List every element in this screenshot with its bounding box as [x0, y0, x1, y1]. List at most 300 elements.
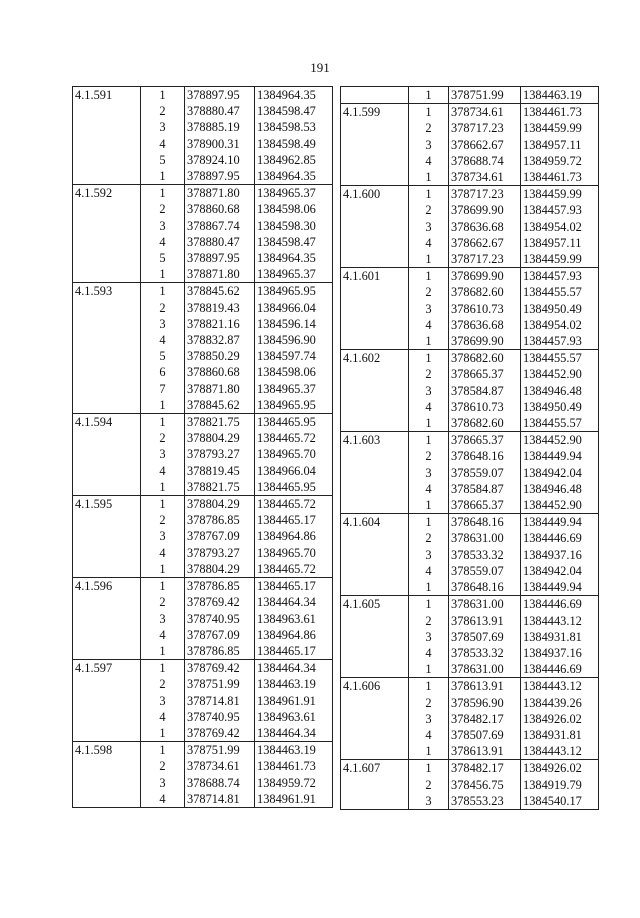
y-coordinate-cell: 1384452.90 — [521, 366, 599, 382]
y-coordinate-cell: 1384461.73 — [521, 104, 599, 121]
y-coordinate-cell: 1384964.86 — [255, 528, 333, 544]
section-number-cell — [73, 758, 141, 774]
section-number-cell — [341, 333, 409, 350]
point-number-cell: 3 — [141, 693, 185, 709]
x-coordinate-cell: 378819.43 — [185, 300, 255, 316]
point-number-cell: 2 — [141, 430, 185, 446]
table-row — [341, 613, 599, 629]
point-number-cell: 3 — [141, 775, 185, 791]
section-number-cell: 4.1.592 — [73, 185, 141, 202]
y-coordinate-cell: 1384964.86 — [255, 627, 333, 643]
table-row — [73, 758, 333, 774]
table-row — [73, 87, 333, 104]
y-coordinate-cell: 1384465.95 — [255, 414, 333, 431]
table-row — [341, 596, 599, 613]
table-row — [341, 711, 599, 727]
section-number-cell — [73, 627, 141, 643]
x-coordinate-cell: 378786.85 — [185, 643, 255, 660]
section-number-cell — [341, 120, 409, 136]
section-number-cell — [341, 465, 409, 481]
table-row — [341, 743, 599, 760]
y-coordinate-cell: 1384946.48 — [521, 481, 599, 497]
x-coordinate-cell: 378662.67 — [449, 137, 521, 153]
y-coordinate-cell: 1384464.34 — [255, 725, 333, 742]
x-coordinate-cell: 378767.09 — [185, 528, 255, 544]
point-number-cell: 1 — [409, 514, 449, 531]
section-number-cell — [73, 545, 141, 561]
y-coordinate-cell: 1384963.61 — [255, 709, 333, 725]
point-number-cell: 2 — [409, 530, 449, 546]
y-coordinate-cell: 1384446.69 — [521, 661, 599, 678]
x-coordinate-cell: 378871.80 — [185, 266, 255, 283]
y-coordinate-cell: 1384931.81 — [521, 629, 599, 645]
point-number-cell: 1 — [409, 169, 449, 186]
point-number-cell: 3 — [141, 611, 185, 627]
table-row — [73, 561, 333, 578]
point-number-cell: 2 — [141, 676, 185, 692]
y-coordinate-cell: 1384926.02 — [521, 711, 599, 727]
x-coordinate-cell: 378714.81 — [185, 791, 255, 808]
section-number-cell — [341, 563, 409, 579]
point-number-cell: 1 — [141, 168, 185, 185]
point-number-cell: 3 — [409, 547, 449, 563]
table-row — [341, 415, 599, 432]
x-coordinate-cell: 378688.74 — [449, 153, 521, 169]
table-row — [341, 169, 599, 186]
x-coordinate-cell: 378867.74 — [185, 218, 255, 234]
x-coordinate-cell: 378507.69 — [449, 629, 521, 645]
section-number-cell — [341, 448, 409, 464]
table-row — [73, 168, 333, 185]
section-number-cell — [341, 399, 409, 415]
table-row — [73, 250, 333, 266]
section-number-cell — [73, 119, 141, 135]
y-coordinate-cell: 1384964.35 — [255, 250, 333, 266]
section-number-cell: 4.1.600 — [341, 186, 409, 203]
point-number-cell: 7 — [141, 381, 185, 397]
section-number-cell: 4.1.594 — [73, 414, 141, 431]
section-number-cell — [73, 430, 141, 446]
table-row — [341, 465, 599, 481]
x-coordinate-cell: 378699.90 — [449, 333, 521, 350]
y-coordinate-cell: 1384965.37 — [255, 381, 333, 397]
x-coordinate-cell: 378648.16 — [449, 514, 521, 531]
section-number-cell — [73, 676, 141, 692]
table-row — [73, 283, 333, 300]
section-number-cell — [73, 479, 141, 496]
table-row — [341, 432, 599, 449]
x-coordinate-cell: 378769.42 — [185, 660, 255, 677]
y-coordinate-cell: 1384954.02 — [521, 219, 599, 235]
table-row — [341, 678, 599, 695]
point-number-cell: 1 — [141, 185, 185, 202]
table-row — [73, 742, 333, 759]
table-row — [73, 709, 333, 725]
point-number-cell: 2 — [141, 758, 185, 774]
table-row — [341, 629, 599, 645]
point-number-cell: 1 — [409, 743, 449, 760]
table-row — [73, 430, 333, 446]
point-number-cell: 1 — [409, 104, 449, 121]
section-number-cell — [73, 561, 141, 578]
x-coordinate-cell: 378751.99 — [185, 742, 255, 759]
x-coordinate-cell: 378793.27 — [185, 545, 255, 561]
x-coordinate-cell: 378559.07 — [449, 563, 521, 579]
x-coordinate-cell: 378631.00 — [449, 596, 521, 613]
section-number-cell — [73, 348, 141, 364]
table-row — [73, 103, 333, 119]
table-row — [341, 301, 599, 317]
point-number-cell: 1 — [141, 87, 185, 104]
table-row — [341, 268, 599, 285]
x-coordinate-cell: 378821.16 — [185, 316, 255, 332]
section-number-cell — [341, 711, 409, 727]
section-number-cell — [73, 512, 141, 528]
x-coordinate-cell: 378793.27 — [185, 446, 255, 462]
x-coordinate-cell: 378751.99 — [185, 676, 255, 692]
table-row — [341, 137, 599, 153]
table-row — [73, 693, 333, 709]
section-number-cell — [341, 661, 409, 678]
section-number-cell — [341, 317, 409, 333]
table-row — [341, 153, 599, 169]
table-row — [341, 547, 599, 563]
section-number-cell: 4.1.607 — [341, 760, 409, 777]
point-number-cell: 2 — [141, 594, 185, 610]
x-coordinate-cell: 378769.42 — [185, 594, 255, 610]
section-number-cell — [341, 497, 409, 514]
point-number-cell: 1 — [409, 661, 449, 678]
point-number-cell: 1 — [141, 283, 185, 300]
y-coordinate-cell: 1384926.02 — [521, 760, 599, 777]
point-number-cell: 4 — [141, 234, 185, 250]
section-number-cell — [73, 201, 141, 217]
y-coordinate-cell: 1384919.79 — [521, 777, 599, 793]
y-coordinate-cell: 1384942.04 — [521, 563, 599, 579]
y-coordinate-cell: 1384465.17 — [255, 643, 333, 660]
x-coordinate-cell: 378533.32 — [449, 547, 521, 563]
x-coordinate-cell: 378699.90 — [449, 202, 521, 218]
point-number-cell: 1 — [409, 350, 449, 367]
x-coordinate-cell: 378636.68 — [449, 317, 521, 333]
y-coordinate-cell: 1384965.95 — [255, 283, 333, 300]
x-coordinate-cell: 378734.61 — [185, 758, 255, 774]
section-number-cell — [73, 725, 141, 742]
y-coordinate-cell: 1384965.95 — [255, 397, 333, 414]
x-coordinate-cell: 378456.75 — [449, 777, 521, 793]
page-number: 191 — [310, 60, 330, 75]
x-coordinate-cell: 378845.62 — [185, 283, 255, 300]
table-row — [73, 676, 333, 692]
section-number-cell — [341, 743, 409, 760]
x-coordinate-cell: 378804.29 — [185, 496, 255, 513]
section-number-cell — [341, 579, 409, 596]
point-number-cell: 4 — [409, 399, 449, 415]
section-number-cell: 4.1.598 — [73, 742, 141, 759]
y-coordinate-cell: 1384962.85 — [255, 152, 333, 168]
table-row — [73, 594, 333, 610]
point-number-cell: 3 — [409, 137, 449, 153]
table-row — [73, 300, 333, 316]
section-number-cell — [73, 332, 141, 348]
point-number-cell: 5 — [141, 152, 185, 168]
point-number-cell: 4 — [141, 709, 185, 725]
table-row — [341, 760, 599, 777]
x-coordinate-cell: 378559.07 — [449, 465, 521, 481]
table-row — [73, 348, 333, 364]
table-row — [73, 364, 333, 380]
x-coordinate-cell: 378821.75 — [185, 479, 255, 496]
x-coordinate-cell: 378636.68 — [449, 219, 521, 235]
y-coordinate-cell: 1384443.12 — [521, 678, 599, 695]
x-coordinate-cell: 378717.23 — [449, 186, 521, 203]
point-number-cell: 3 — [141, 119, 185, 135]
section-number-cell — [341, 251, 409, 268]
coordinates-table-left — [72, 86, 333, 808]
x-coordinate-cell: 378717.23 — [449, 120, 521, 136]
x-coordinate-cell: 378714.81 — [185, 693, 255, 709]
x-coordinate-cell: 378900.31 — [185, 136, 255, 152]
point-number-cell: 1 — [409, 497, 449, 514]
point-number-cell: 1 — [409, 268, 449, 285]
table-row — [73, 218, 333, 234]
x-coordinate-cell: 378832.87 — [185, 332, 255, 348]
section-number-cell — [341, 613, 409, 629]
y-coordinate-cell: 1384459.99 — [521, 251, 599, 268]
table-row — [341, 333, 599, 350]
y-coordinate-cell: 1384965.37 — [255, 266, 333, 283]
point-number-cell: 2 — [409, 695, 449, 711]
point-number-cell: 4 — [409, 153, 449, 169]
y-coordinate-cell: 1384965.37 — [255, 185, 333, 202]
point-number-cell: 3 — [141, 316, 185, 332]
section-number-cell — [341, 301, 409, 317]
table-row — [341, 383, 599, 399]
x-coordinate-cell: 378648.16 — [449, 448, 521, 464]
x-coordinate-cell: 378871.80 — [185, 185, 255, 202]
y-coordinate-cell: 1384455.57 — [521, 284, 599, 300]
table-row — [341, 186, 599, 203]
section-number-cell — [341, 727, 409, 743]
point-number-cell: 1 — [141, 742, 185, 759]
point-number-cell: 2 — [409, 284, 449, 300]
point-number-cell: 5 — [141, 250, 185, 266]
point-number-cell: 4 — [409, 235, 449, 251]
y-coordinate-cell: 1384598.49 — [255, 136, 333, 152]
y-coordinate-cell: 1384465.72 — [255, 430, 333, 446]
x-coordinate-cell: 378507.69 — [449, 727, 521, 743]
y-coordinate-cell: 1384449.94 — [521, 579, 599, 596]
x-coordinate-cell: 378665.37 — [449, 366, 521, 382]
y-coordinate-cell: 1384465.17 — [255, 578, 333, 595]
table-row — [341, 661, 599, 678]
section-number-cell — [73, 168, 141, 185]
section-number-cell — [73, 364, 141, 380]
section-number-cell: 4.1.599 — [341, 104, 409, 121]
table-row — [73, 479, 333, 496]
table-row — [73, 119, 333, 135]
x-coordinate-cell: 378482.17 — [449, 711, 521, 727]
table-row — [341, 350, 599, 367]
section-number-cell — [341, 383, 409, 399]
x-coordinate-cell: 378819.45 — [185, 463, 255, 479]
x-coordinate-cell: 378613.91 — [449, 678, 521, 695]
y-coordinate-cell: 1384954.02 — [521, 317, 599, 333]
y-coordinate-cell: 1384465.72 — [255, 496, 333, 513]
x-coordinate-cell: 378553.23 — [449, 793, 521, 810]
point-number-cell: 2 — [409, 613, 449, 629]
table-row — [73, 545, 333, 561]
y-coordinate-cell: 1384461.73 — [521, 169, 599, 186]
section-number-cell — [341, 87, 409, 104]
section-number-cell — [341, 153, 409, 169]
table-row — [73, 791, 333, 808]
x-coordinate-cell: 378482.17 — [449, 760, 521, 777]
y-coordinate-cell: 1384961.91 — [255, 693, 333, 709]
table-row — [73, 381, 333, 397]
section-number-cell — [341, 645, 409, 661]
table-row — [341, 695, 599, 711]
x-coordinate-cell: 378596.90 — [449, 695, 521, 711]
table-row — [73, 185, 333, 202]
y-coordinate-cell: 1384455.57 — [521, 415, 599, 432]
table-row — [73, 446, 333, 462]
x-coordinate-cell: 378631.00 — [449, 661, 521, 678]
y-coordinate-cell: 1384946.48 — [521, 383, 599, 399]
section-number-cell — [73, 300, 141, 316]
table-row — [341, 514, 599, 531]
section-number-cell — [341, 481, 409, 497]
x-coordinate-cell: 378665.37 — [449, 497, 521, 514]
point-number-cell: 4 — [141, 136, 185, 152]
x-coordinate-cell: 378734.61 — [449, 169, 521, 186]
table-row — [73, 627, 333, 643]
x-coordinate-cell: 378610.73 — [449, 399, 521, 415]
section-number-cell — [73, 152, 141, 168]
x-coordinate-cell: 378717.23 — [449, 251, 521, 268]
x-coordinate-cell: 378613.91 — [449, 613, 521, 629]
point-number-cell: 4 — [409, 645, 449, 661]
table-row — [73, 152, 333, 168]
table-row — [341, 284, 599, 300]
section-number-cell — [73, 316, 141, 332]
y-coordinate-cell: 1384957.11 — [521, 235, 599, 251]
section-number-cell — [73, 775, 141, 791]
x-coordinate-cell: 378821.75 — [185, 414, 255, 431]
x-coordinate-cell: 378804.29 — [185, 430, 255, 446]
point-number-cell: 3 — [409, 383, 449, 399]
point-number-cell: 1 — [141, 479, 185, 496]
y-coordinate-cell: 1384950.49 — [521, 399, 599, 415]
point-number-cell: 1 — [409, 596, 449, 613]
table-row — [341, 219, 599, 235]
table-row — [73, 578, 333, 595]
x-coordinate-cell: 378665.37 — [449, 432, 521, 449]
y-coordinate-cell: 1384942.04 — [521, 465, 599, 481]
section-number-cell: 4.1.603 — [341, 432, 409, 449]
section-number-cell — [73, 218, 141, 234]
section-number-cell — [73, 234, 141, 250]
y-coordinate-cell: 1384457.93 — [521, 202, 599, 218]
x-coordinate-cell: 378682.60 — [449, 415, 521, 432]
section-number-cell: 4.1.606 — [341, 678, 409, 695]
y-coordinate-cell: 1384966.04 — [255, 463, 333, 479]
point-number-cell: 2 — [141, 103, 185, 119]
point-number-cell: 3 — [141, 446, 185, 462]
point-number-cell: 1 — [141, 266, 185, 283]
x-coordinate-cell: 378682.60 — [449, 284, 521, 300]
y-coordinate-cell: 1384961.91 — [255, 791, 333, 808]
section-number-cell — [341, 284, 409, 300]
x-coordinate-cell: 378880.47 — [185, 103, 255, 119]
table-row — [73, 611, 333, 627]
point-number-cell: 1 — [409, 579, 449, 596]
point-number-cell: 1 — [409, 87, 449, 104]
x-coordinate-cell: 378610.73 — [449, 301, 521, 317]
x-coordinate-cell: 378924.10 — [185, 152, 255, 168]
point-number-cell: 1 — [409, 432, 449, 449]
table-row — [73, 332, 333, 348]
y-coordinate-cell: 1384464.34 — [255, 594, 333, 610]
point-number-cell: 1 — [141, 725, 185, 742]
y-coordinate-cell: 1384465.95 — [255, 479, 333, 496]
y-coordinate-cell: 1384452.90 — [521, 497, 599, 514]
x-coordinate-cell: 378786.85 — [185, 578, 255, 595]
x-coordinate-cell: 378880.47 — [185, 234, 255, 250]
section-number-cell: 4.1.605 — [341, 596, 409, 613]
x-coordinate-cell: 378648.16 — [449, 579, 521, 596]
x-coordinate-cell: 378688.74 — [185, 775, 255, 791]
point-number-cell: 3 — [409, 301, 449, 317]
point-number-cell: 4 — [141, 545, 185, 561]
point-number-cell: 2 — [409, 777, 449, 793]
point-number-cell: 4 — [409, 563, 449, 579]
section-number-cell — [73, 397, 141, 414]
x-coordinate-cell: 378786.85 — [185, 512, 255, 528]
y-coordinate-cell: 1384931.81 — [521, 727, 599, 743]
point-number-cell: 3 — [409, 219, 449, 235]
x-coordinate-cell: 378662.67 — [449, 235, 521, 251]
y-coordinate-cell: 1384463.19 — [255, 742, 333, 759]
point-number-cell: 2 — [409, 448, 449, 464]
section-number-cell — [73, 791, 141, 808]
x-coordinate-cell: 378860.68 — [185, 201, 255, 217]
point-number-cell: 4 — [141, 791, 185, 808]
section-number-cell — [341, 547, 409, 563]
section-number-cell — [341, 137, 409, 153]
section-number-cell — [341, 169, 409, 186]
section-number-cell: 4.1.595 — [73, 496, 141, 513]
y-coordinate-cell: 1384463.19 — [255, 676, 333, 692]
x-coordinate-cell: 378897.95 — [185, 250, 255, 266]
section-number-cell — [73, 250, 141, 266]
point-number-cell: 1 — [141, 496, 185, 513]
y-coordinate-cell: 1384463.19 — [521, 87, 599, 104]
y-coordinate-cell: 1384459.99 — [521, 186, 599, 203]
section-number-cell — [341, 530, 409, 546]
y-coordinate-cell: 1384964.35 — [255, 87, 333, 104]
section-number-cell — [341, 366, 409, 382]
x-coordinate-cell: 378740.95 — [185, 611, 255, 627]
x-coordinate-cell: 378804.29 — [185, 561, 255, 578]
table-row — [341, 727, 599, 743]
point-number-cell: 3 — [141, 528, 185, 544]
table-row — [73, 775, 333, 791]
section-number-cell: 4.1.597 — [73, 660, 141, 677]
y-coordinate-cell: 1384598.06 — [255, 201, 333, 217]
y-coordinate-cell: 1384457.93 — [521, 268, 599, 285]
point-number-cell: 2 — [141, 300, 185, 316]
